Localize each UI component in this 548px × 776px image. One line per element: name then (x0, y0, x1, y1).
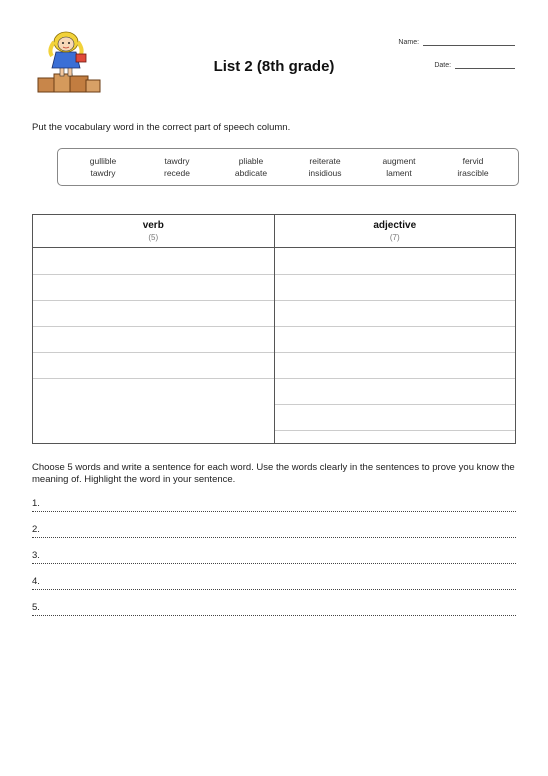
sentence-line-5[interactable]: 5. (32, 602, 516, 616)
word-bank-word: augment (382, 156, 416, 166)
word-bank-word: insidious (308, 168, 342, 178)
word-bank-word: lament (386, 168, 412, 178)
name-label: Name: (398, 39, 420, 46)
verb-column-title: verb (142, 220, 164, 231)
answer-line[interactable] (275, 274, 516, 275)
answer-line[interactable] (33, 326, 274, 327)
page-title: List 2 (8th grade) (213, 58, 335, 75)
word-bank-word: reiterate (309, 156, 341, 166)
sentence-line-4[interactable]: 4. (32, 576, 516, 590)
sentence-line-3[interactable]: 3. (32, 550, 516, 564)
answer-line[interactable] (275, 352, 516, 353)
word-bank-word: tawdry (90, 168, 116, 178)
answer-line[interactable] (275, 378, 516, 379)
word-bank-word: pliable (238, 156, 264, 166)
name-field[interactable] (398, 38, 515, 46)
sentence-line-1[interactable]: 1. (32, 498, 516, 512)
answer-line[interactable] (33, 274, 274, 275)
adjective-column-header (275, 215, 516, 248)
answer-line[interactable] (275, 300, 516, 301)
word-bank-word: gullible (89, 156, 117, 166)
verb-column-count: (5) (148, 233, 159, 242)
instruction-part2: Choose 5 words and write a sentence for each word. Use the words clearly in the sentences to prove you know the meaning of. Highlight the word in your sentence. (32, 462, 515, 485)
part-of-speech-table (32, 214, 516, 444)
date-label: Date: (434, 62, 452, 69)
word-bank-word: abdicate (234, 168, 268, 178)
adjective-column (274, 215, 516, 443)
answer-line[interactable] (275, 430, 516, 431)
answer-line[interactable] (275, 404, 516, 405)
adjective-column-title: adjective (373, 220, 417, 231)
word-bank (57, 148, 519, 186)
answer-line[interactable] (275, 326, 516, 327)
verb-column (33, 215, 274, 443)
word-bank-word: recede (164, 168, 190, 178)
word-bank-word: tawdry (164, 156, 190, 166)
word-bank-word: irascible (457, 168, 489, 178)
verb-column-header (33, 215, 274, 248)
adjective-column-count: (7) (389, 233, 400, 242)
sentence-line-2[interactable]: 2. (32, 524, 516, 538)
answer-line[interactable] (33, 300, 274, 301)
instruction-part1: Put the vocabulary word in the correct part of speech column. (32, 122, 291, 133)
name-blank[interactable] (423, 38, 515, 46)
answer-line[interactable] (33, 352, 274, 353)
word-bank-word: fervid (462, 156, 484, 166)
answer-line[interactable] (33, 378, 274, 379)
